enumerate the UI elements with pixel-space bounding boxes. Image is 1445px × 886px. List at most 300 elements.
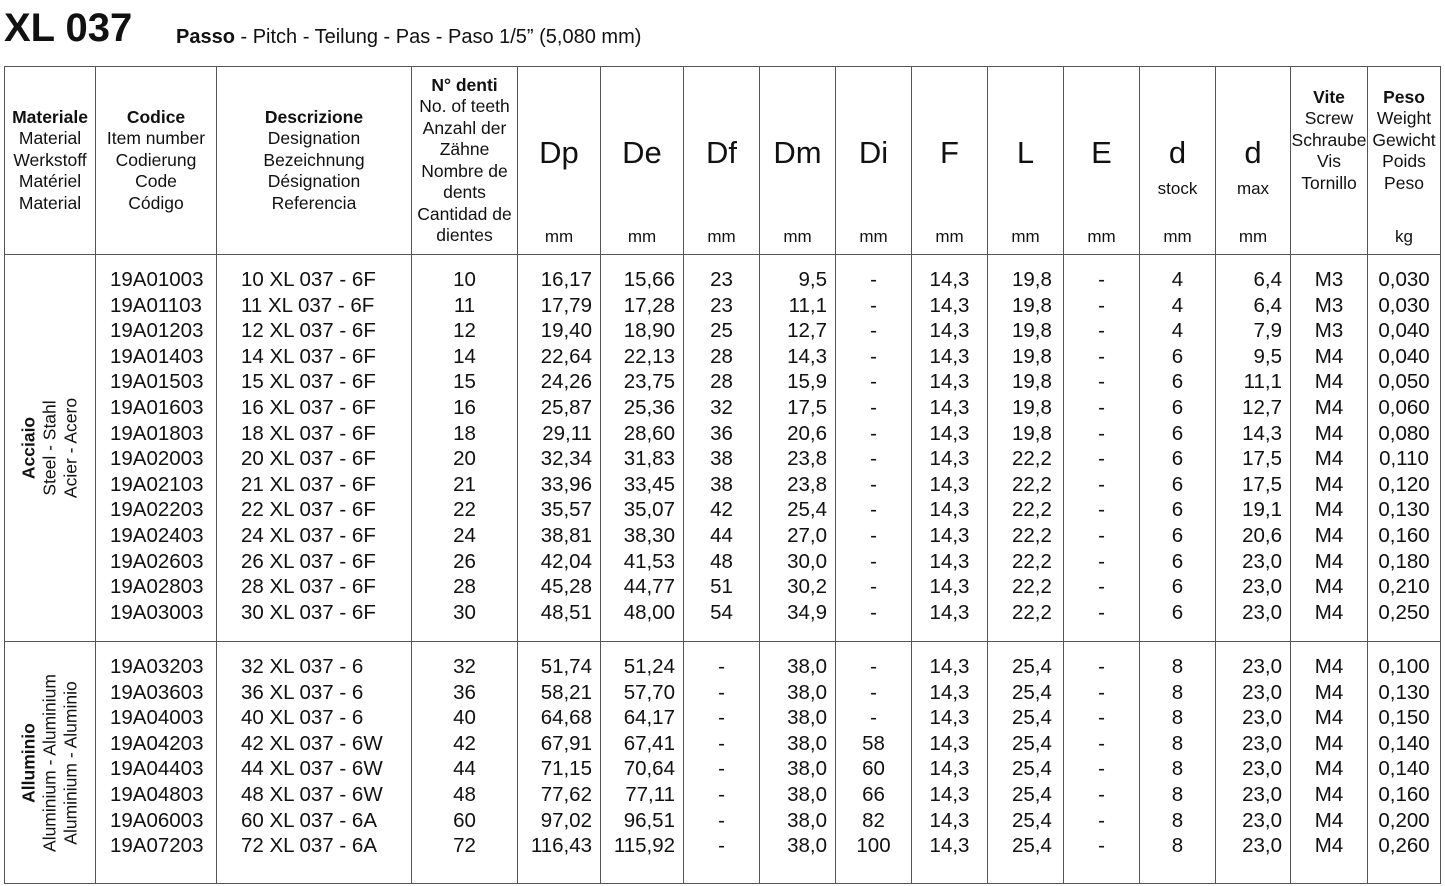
- cell-d-stock: 6: [1171, 344, 1184, 368]
- cell-df: 54: [710, 600, 733, 624]
- cell-description: 16 XL 037 - 6F: [241, 395, 376, 419]
- cell-d-max: 17,5: [1242, 472, 1282, 496]
- cell-code: 19A07203: [110, 834, 204, 858]
- col-header-material: [5, 67, 96, 255]
- cell-d-stock: 4: [1171, 293, 1184, 317]
- cell-screw: M4: [1314, 808, 1344, 832]
- cell-di: 66: [862, 782, 885, 806]
- cell-screw: M4: [1314, 498, 1344, 522]
- cell-f: 14,3: [929, 731, 970, 755]
- cell-dm: 27,0: [787, 523, 827, 547]
- cell-teeth: 11: [453, 293, 476, 317]
- cell-l: 19,8: [1012, 370, 1052, 394]
- cell-d-max: 23,0: [1242, 808, 1282, 832]
- cell-dm: 38,0: [787, 834, 827, 858]
- cell-dp: 35,57: [540, 498, 592, 522]
- cell-di: -: [870, 395, 877, 419]
- cell-screw: M4: [1314, 549, 1344, 573]
- col-header-screw: [1291, 67, 1368, 255]
- cell-l: 19,8: [1012, 395, 1052, 419]
- weight-header-line: Weight: [1376, 108, 1432, 129]
- cell-d-max: 11,1: [1243, 370, 1282, 394]
- cell-f: 14,3: [929, 293, 970, 317]
- cell-di: 58: [862, 731, 885, 755]
- cell-de: 25,36: [623, 395, 675, 419]
- cell-e: -: [1098, 370, 1105, 394]
- material-group-row: [5, 255, 1441, 642]
- cell-di: -: [870, 344, 877, 368]
- cell-code: 19A02103: [110, 472, 204, 496]
- code-header-line: Codierung: [115, 149, 197, 170]
- cell-l: 19,8: [1012, 293, 1052, 317]
- cell-weight: 0,030: [1378, 268, 1430, 291]
- cell-description: 32 XL 037 - 6: [241, 655, 364, 678]
- cell-teeth: 22: [453, 498, 476, 522]
- cell-l: 25,4: [1012, 782, 1052, 806]
- cell-d-stock: 6: [1171, 421, 1184, 445]
- weight-header-line: Peso: [1383, 86, 1425, 107]
- cell-d-max: 23,0: [1242, 757, 1282, 781]
- cell-d-max: 23,0: [1242, 600, 1282, 624]
- cell-e: -: [1098, 600, 1105, 624]
- cell-code: 19A01203: [110, 319, 204, 343]
- material-header-line: Werkstoff: [13, 149, 87, 170]
- material-group-label: [5, 255, 96, 642]
- cell-dm: 38,0: [787, 782, 827, 806]
- cell-weight: 0,250: [1378, 600, 1430, 624]
- screw-header-line: Tornillo: [1301, 172, 1357, 193]
- cell-dp: 97,02: [540, 808, 592, 832]
- material-name-line: Steel - Stahl: [39, 400, 60, 496]
- cell-di: -: [870, 600, 877, 624]
- cell-dm: 14,3: [787, 344, 827, 368]
- cell-df: -: [718, 782, 725, 806]
- column-screw: [1291, 255, 1368, 642]
- screw-header-line: Vis: [1317, 151, 1341, 172]
- spec-table: [4, 66, 1441, 884]
- cell-teeth: 21: [453, 472, 476, 496]
- cell-e: -: [1098, 655, 1105, 678]
- cell-de: 17,28: [623, 293, 675, 317]
- cell-screw: M4: [1314, 370, 1344, 394]
- cell-code: 19A04003: [110, 706, 204, 730]
- column-description: [217, 642, 412, 884]
- cell-d-max: 12,7: [1242, 395, 1282, 419]
- cell-l: 22,2: [1012, 575, 1052, 599]
- cell-e: -: [1098, 757, 1105, 781]
- cell-di: -: [870, 293, 877, 317]
- code-header-line: Code: [135, 171, 177, 192]
- cell-dm: 9,5: [798, 268, 827, 291]
- cell-code: 19A02003: [110, 447, 204, 471]
- cell-dm: 38,0: [787, 808, 827, 832]
- cell-e: -: [1098, 549, 1105, 573]
- cell-dm: 25,4: [787, 498, 827, 522]
- cell-weight: 0,060: [1378, 395, 1430, 419]
- cell-teeth: 32: [453, 655, 476, 678]
- cell-df: -: [718, 706, 725, 730]
- cell-df: 38: [710, 472, 733, 496]
- cell-di: -: [870, 706, 877, 730]
- cell-description: 10 XL 037 - 6F: [241, 268, 376, 291]
- cell-l: 19,8: [1012, 319, 1052, 343]
- cell-df: 44: [710, 523, 733, 547]
- cell-code: 19A01503: [110, 370, 204, 394]
- cell-d-max: 23,0: [1242, 706, 1282, 730]
- column-dm: [760, 642, 836, 884]
- material-header-line: Material: [18, 192, 82, 213]
- cell-description: 28 XL 037 - 6F: [241, 575, 376, 599]
- cell-dp: 25,87: [540, 395, 592, 419]
- cell-weight: 0,140: [1378, 757, 1430, 781]
- cell-screw: M4: [1314, 600, 1344, 624]
- cell-df: -: [718, 834, 725, 858]
- cell-f: 14,3: [929, 706, 970, 730]
- cell-di: -: [870, 680, 877, 704]
- cell-df: 48: [710, 549, 733, 573]
- cell-dm: 30,0: [787, 549, 827, 573]
- cell-de: 67,41: [623, 731, 675, 755]
- cell-de: 35,07: [623, 498, 675, 522]
- column-dm: [760, 255, 836, 642]
- cell-l: 19,8: [1012, 268, 1052, 291]
- cell-screw: M4: [1314, 680, 1344, 704]
- cell-screw: M4: [1314, 731, 1344, 755]
- weight-header-line: Peso: [1384, 172, 1424, 193]
- cell-di: -: [870, 472, 877, 496]
- cell-dp: 33,96: [540, 472, 592, 496]
- cell-screw: M4: [1314, 834, 1344, 858]
- cell-dp: 58,21: [540, 680, 592, 704]
- cell-d-max: 19,1: [1242, 498, 1282, 522]
- cell-weight: 0,130: [1378, 680, 1430, 704]
- cell-df: 51: [710, 575, 733, 599]
- column-weight: [1368, 255, 1441, 642]
- column-f: [912, 642, 988, 884]
- cell-code: 19A01003: [110, 268, 204, 291]
- cell-l: 25,4: [1012, 706, 1052, 730]
- cell-weight: 0,140: [1378, 731, 1430, 755]
- cell-di: -: [870, 447, 877, 471]
- cell-d-stock: 6: [1171, 575, 1184, 599]
- cell-de: 115,92: [613, 834, 675, 858]
- pitch-value: - Pitch - Teilung - Pas - Paso 1/5” (5,080 mm): [234, 26, 642, 48]
- cell-description: 11 XL 037 - 6F: [241, 293, 375, 317]
- cell-description: 72 XL 037 - 6A: [241, 834, 378, 858]
- cell-d-stock: 8: [1171, 834, 1184, 858]
- cell-teeth: 26: [453, 549, 476, 573]
- teeth-header-line: N° denti: [431, 74, 498, 95]
- cell-screw: M3: [1314, 268, 1344, 291]
- cell-d-max: 23,0: [1242, 680, 1282, 704]
- cell-df: 42: [710, 498, 733, 522]
- cell-di: -: [870, 268, 877, 291]
- cell-dp: 67,91: [540, 731, 592, 755]
- cell-l: 25,4: [1012, 731, 1052, 755]
- teeth-header-line: dientes: [436, 225, 493, 245]
- cell-de: 70,64: [623, 757, 675, 781]
- cell-screw: M4: [1314, 706, 1344, 730]
- cell-dm: 12,7: [787, 319, 827, 343]
- cell-f: 14,3: [929, 757, 970, 781]
- product-code-title: XL 037: [4, 6, 133, 50]
- cell-d-stock: 8: [1171, 680, 1184, 704]
- cell-di: 82: [862, 808, 885, 832]
- cell-weight: 0,180: [1378, 549, 1430, 573]
- cell-f: 14,3: [929, 472, 970, 496]
- cell-de: 41,53: [623, 549, 675, 573]
- cell-l: 22,2: [1012, 447, 1052, 471]
- cell-e: -: [1098, 344, 1105, 368]
- cell-dm: 38,0: [787, 731, 827, 755]
- cell-weight: 0,210: [1378, 575, 1430, 599]
- cell-d-max: 23,0: [1242, 731, 1282, 755]
- cell-teeth: 60: [453, 808, 476, 832]
- col-header-di: Di mm: [836, 67, 912, 255]
- column-l: [988, 642, 1064, 884]
- cell-df: 23: [710, 293, 733, 317]
- cell-dp: 16,17: [540, 268, 592, 291]
- cell-teeth: 36: [453, 680, 476, 704]
- cell-teeth: 28: [453, 575, 476, 599]
- cell-d-stock: 8: [1171, 808, 1184, 832]
- col-header-teeth: [412, 67, 518, 255]
- cell-l: 22,2: [1012, 523, 1052, 547]
- cell-l: 22,2: [1012, 498, 1052, 522]
- cell-teeth: 20: [453, 447, 476, 471]
- code-header-line: Código: [128, 192, 184, 213]
- cell-df: -: [718, 808, 725, 832]
- cell-dm: 38,0: [787, 706, 827, 730]
- col-header-df: Df mm: [684, 67, 760, 255]
- cell-di: -: [870, 549, 877, 573]
- cell-de: 31,83: [623, 447, 675, 471]
- teeth-header-line: Nombre de: [421, 160, 508, 181]
- cell-d-stock: 4: [1171, 268, 1184, 291]
- cell-di: 60: [862, 757, 885, 781]
- cell-teeth: 42: [453, 731, 476, 755]
- col-header-code: [96, 67, 217, 255]
- cell-description: 18 XL 037 - 6F: [241, 421, 376, 445]
- cell-e: -: [1098, 395, 1105, 419]
- column-df: [684, 255, 760, 642]
- cell-f: 14,3: [929, 600, 970, 624]
- cell-dp: 22,64: [540, 344, 592, 368]
- cell-d-stock: 8: [1171, 731, 1184, 755]
- cell-e: -: [1098, 834, 1105, 858]
- cell-dp: 64,68: [540, 706, 592, 730]
- cell-weight: 0,150: [1378, 706, 1430, 730]
- cell-df: -: [718, 757, 725, 781]
- cell-df: 36: [710, 421, 733, 445]
- cell-d-stock: 6: [1171, 498, 1184, 522]
- cell-d-stock: 6: [1171, 395, 1184, 419]
- cell-screw: M3: [1314, 319, 1344, 343]
- cell-d-stock: 8: [1171, 782, 1184, 806]
- cell-e: -: [1098, 421, 1105, 445]
- cell-screw: M4: [1314, 575, 1344, 599]
- cell-d-max: 6,4: [1253, 268, 1282, 291]
- cell-dp: 45,28: [540, 575, 592, 599]
- column-e: [1064, 255, 1140, 642]
- column-di: [836, 642, 912, 884]
- cell-code: 19A01803: [110, 421, 204, 445]
- cell-l: 22,2: [1012, 600, 1052, 624]
- cell-dp: 77,62: [540, 782, 592, 806]
- cell-e: -: [1098, 731, 1105, 755]
- cell-d-max: 23,0: [1242, 549, 1282, 573]
- column-screw: [1291, 642, 1368, 884]
- description-header-line: Désignation: [267, 171, 361, 192]
- cell-de: 57,70: [623, 680, 675, 704]
- cell-screw: M4: [1314, 523, 1344, 547]
- cell-dm: 15,9: [787, 370, 827, 394]
- column-de: [601, 255, 684, 642]
- col-header-dm: Dm mm: [760, 67, 836, 255]
- cell-f: 14,3: [929, 808, 970, 832]
- cell-code: 19A02803: [110, 575, 204, 599]
- cell-screw: M3: [1314, 293, 1344, 317]
- material-group-label: [5, 642, 96, 884]
- cell-d-max: 17,5: [1242, 447, 1282, 471]
- cell-teeth: 14: [453, 344, 476, 368]
- cell-di: -: [870, 523, 877, 547]
- material-name-line: Aluminium - Aluminium: [39, 673, 60, 852]
- cell-l: 25,4: [1012, 834, 1052, 858]
- cell-dp: 48,51: [540, 600, 592, 624]
- cell-f: 14,3: [929, 782, 970, 806]
- cell-code: 19A01603: [110, 395, 204, 419]
- cell-description: 21 XL 037 - 6F: [241, 472, 376, 496]
- cell-di: -: [870, 370, 877, 394]
- cell-screw: M4: [1314, 757, 1344, 781]
- cell-dp: 17,79: [540, 293, 592, 317]
- teeth-header-line: Anzahl der: [422, 117, 507, 138]
- column-di: [836, 255, 912, 642]
- cell-teeth: 40: [453, 706, 476, 730]
- column-d-stock: [1140, 642, 1216, 884]
- cell-screw: M4: [1314, 395, 1344, 419]
- cell-f: 14,3: [929, 549, 970, 573]
- cell-d-max: 6,4: [1253, 293, 1282, 317]
- cell-d-max: 14,3: [1242, 421, 1282, 445]
- cell-description: 60 XL 037 - 6A: [241, 808, 378, 832]
- cell-de: 96,51: [623, 808, 675, 832]
- cell-de: 44,77: [623, 575, 675, 599]
- column-d-stock: [1140, 255, 1216, 642]
- cell-description: 42 XL 037 - 6W: [241, 731, 383, 755]
- cell-dm: 38,0: [787, 757, 827, 781]
- cell-d-stock: 8: [1171, 706, 1184, 730]
- cell-screw: M4: [1314, 782, 1344, 806]
- cell-df: -: [718, 655, 725, 678]
- column-d-max: [1216, 642, 1291, 884]
- cell-d-stock: 6: [1171, 447, 1184, 471]
- cell-dp: 19,40: [540, 319, 592, 343]
- description-header-line: Referencia: [271, 192, 357, 213]
- cell-l: 25,4: [1012, 808, 1052, 832]
- cell-description: 12 XL 037 - 6F: [241, 319, 376, 343]
- cell-description: 48 XL 037 - 6W: [241, 782, 383, 806]
- column-d-max: [1216, 255, 1291, 642]
- cell-dm: 11,1: [788, 293, 827, 317]
- cell-dm: 23,8: [787, 472, 827, 496]
- cell-weight: 0,110: [1379, 447, 1429, 471]
- cell-dp: 38,81: [540, 523, 592, 547]
- cell-teeth: 72: [453, 834, 476, 858]
- cell-df: 28: [710, 344, 733, 368]
- cell-d-max: 23,0: [1242, 782, 1282, 806]
- cell-code: 19A03203: [110, 655, 204, 678]
- material-name-line: Aluminium - Aluminio: [60, 680, 81, 845]
- cell-f: 14,3: [929, 395, 970, 419]
- cell-f: 14,3: [929, 319, 970, 343]
- cell-d-stock: 4: [1171, 319, 1184, 343]
- cell-weight: 0,160: [1378, 523, 1430, 547]
- col-header-de: De mm: [601, 67, 684, 255]
- cell-d-stock: 6: [1171, 549, 1184, 573]
- column-e: [1064, 642, 1140, 884]
- cell-weight: 0,130: [1378, 498, 1430, 522]
- cell-l: 22,2: [1012, 549, 1052, 573]
- cell-code: 19A02403: [110, 523, 204, 547]
- cell-de: 22,13: [623, 344, 675, 368]
- cell-code: 19A02203: [110, 498, 204, 522]
- cell-teeth: 16: [453, 395, 476, 419]
- col-header-f: F mm: [912, 67, 988, 255]
- cell-df: 32: [710, 395, 733, 419]
- cell-description: 14 XL 037 - 6F: [241, 344, 376, 368]
- material-header-line: Material: [18, 128, 82, 149]
- material-header-line: Materiale: [12, 106, 88, 127]
- cell-f: 14,3: [929, 575, 970, 599]
- column-l: [988, 255, 1064, 642]
- cell-de: 64,17: [623, 706, 675, 730]
- cell-dm: 30,2: [787, 575, 827, 599]
- col-header-d-stock: d stock mm: [1140, 67, 1216, 255]
- cell-weight: 0,040: [1378, 344, 1430, 368]
- cell-dp: 42,04: [540, 549, 592, 573]
- cell-weight: 0,260: [1378, 834, 1430, 858]
- title-row: [0, 0, 1445, 66]
- cell-e: -: [1098, 575, 1105, 599]
- cell-weight: 0,050: [1378, 370, 1430, 394]
- cell-dp: 29,11: [542, 421, 592, 445]
- cell-l: 25,4: [1012, 757, 1052, 781]
- cell-description: 15 XL 037 - 6F: [241, 370, 376, 394]
- material-header-line: Matériel: [18, 171, 82, 192]
- cell-de: 18,90: [623, 319, 675, 343]
- column-dp: [518, 255, 601, 642]
- cell-e: -: [1098, 268, 1105, 291]
- cell-df: 25: [710, 319, 733, 343]
- description-header-line: Designation: [267, 128, 361, 149]
- cell-e: -: [1098, 319, 1105, 343]
- screw-header-line: Schraube: [1291, 129, 1367, 150]
- cell-l: 25,4: [1012, 655, 1052, 678]
- col-header-e: E mm: [1064, 67, 1140, 255]
- material-group-row: [5, 642, 1441, 884]
- cell-e: -: [1098, 782, 1105, 806]
- cell-de: 48,00: [623, 600, 675, 624]
- cell-de: 38,30: [623, 523, 675, 547]
- cell-code: 19A04403: [110, 757, 204, 781]
- cell-de: 33,45: [623, 472, 675, 496]
- col-header-d-max: d max mm: [1216, 67, 1291, 255]
- column-description: [217, 255, 412, 642]
- screw-header-line: Screw: [1304, 108, 1354, 129]
- cell-d-stock: 6: [1171, 472, 1184, 496]
